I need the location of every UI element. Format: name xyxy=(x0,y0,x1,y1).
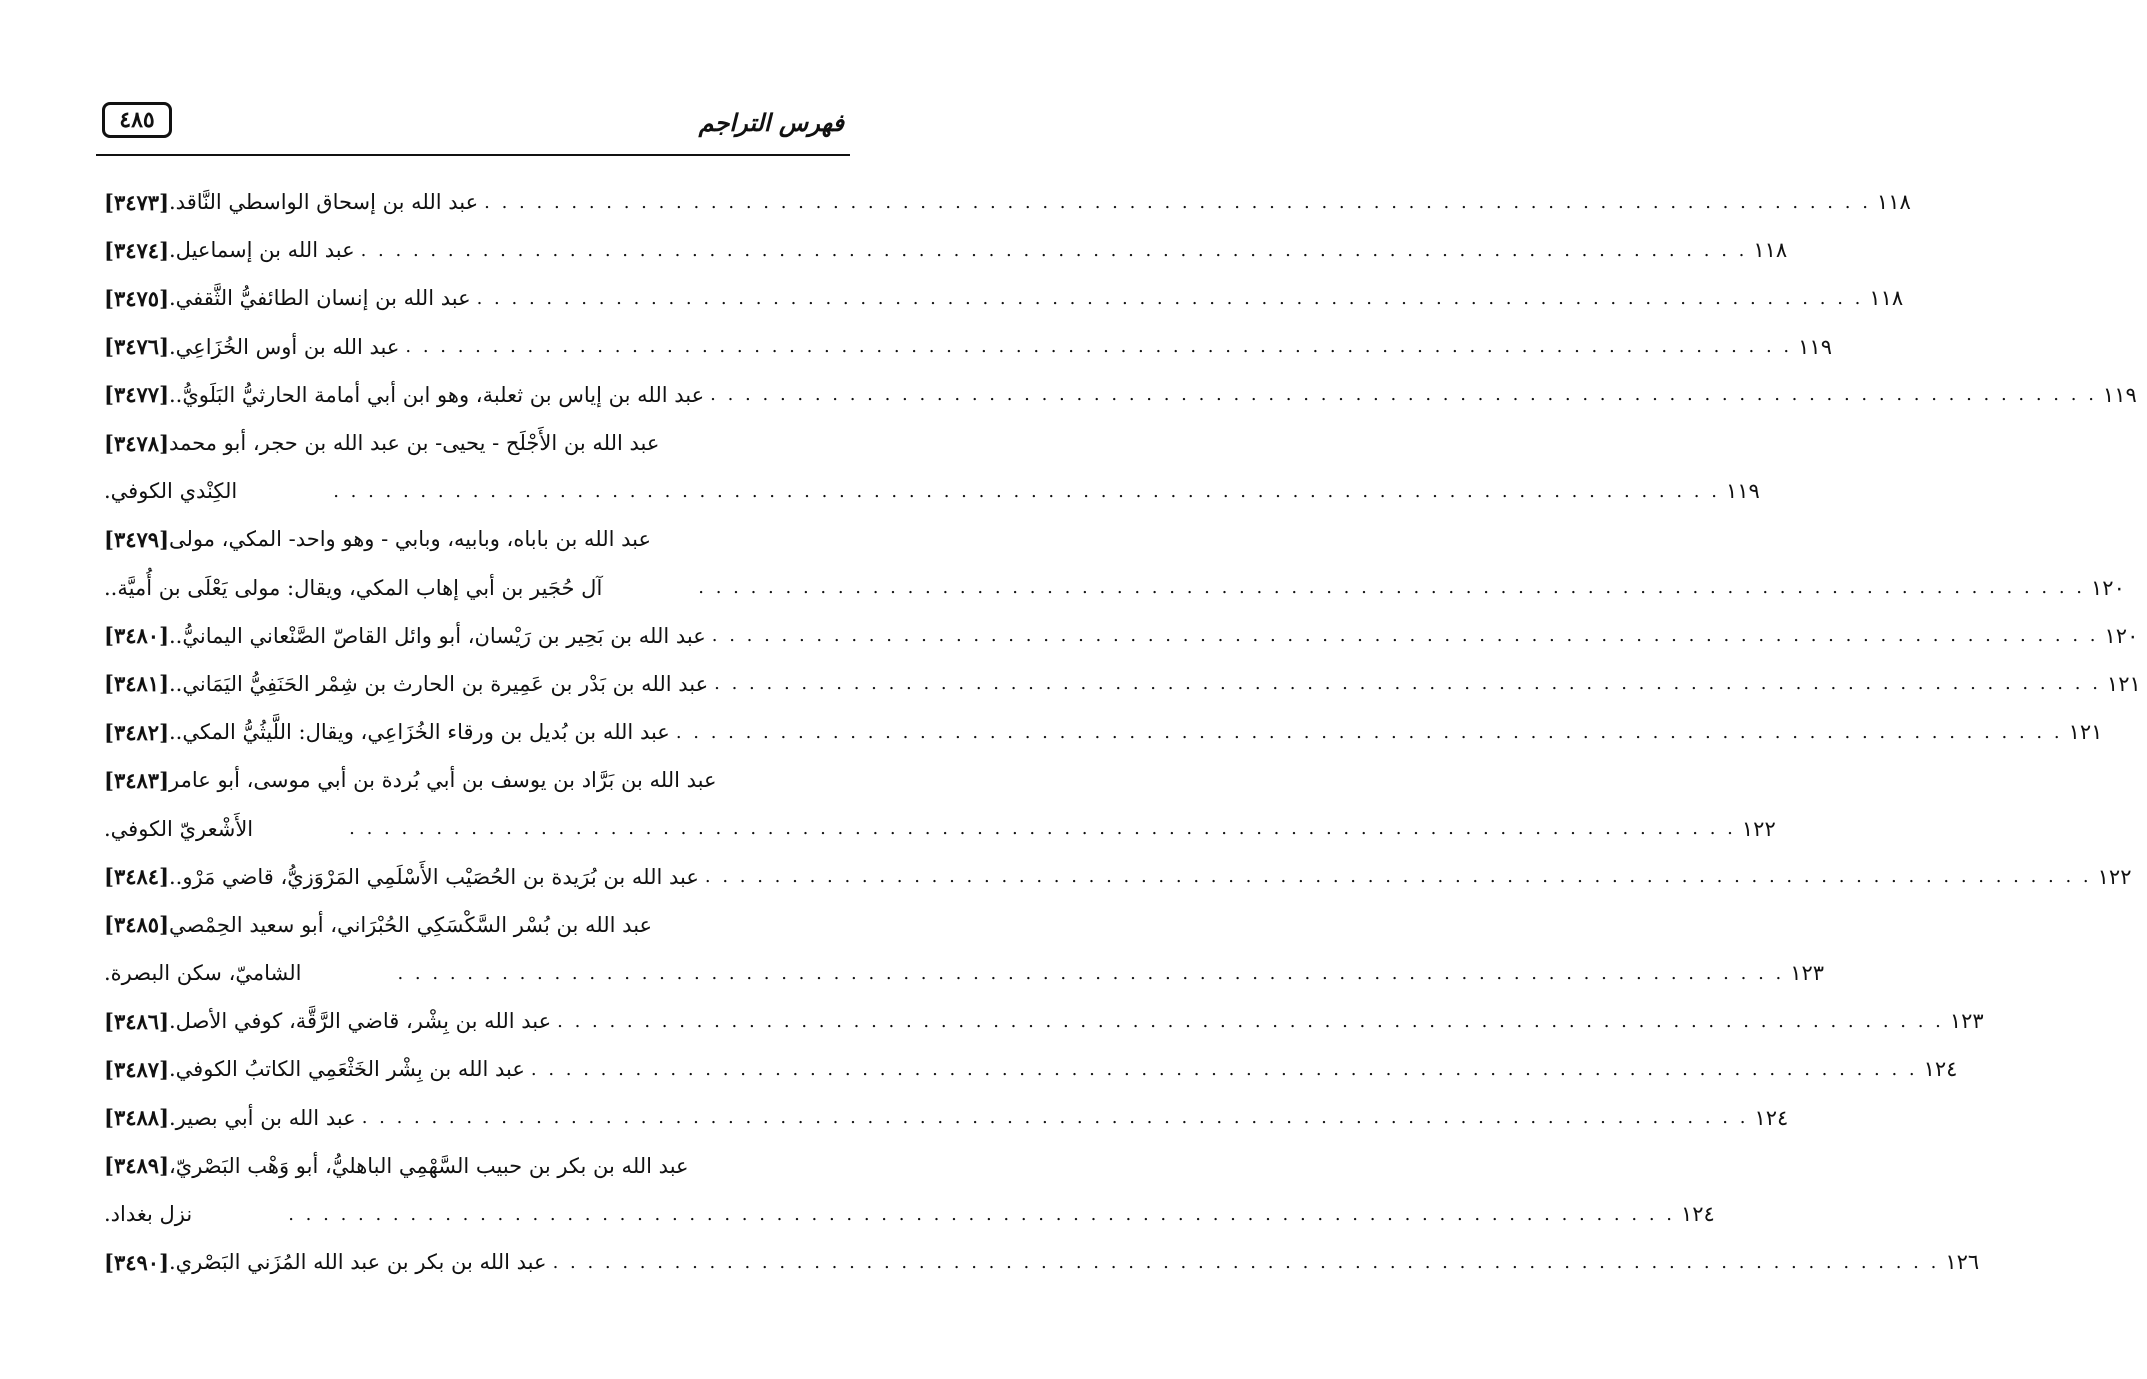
entry-text: عبد الله بن بُرَيدة بن الحُصَيْب الأَسْلَمِي المَرْوَزيُّ، قاضي مَرْو.. xyxy=(169,864,699,889)
entry-text: عبد الله بن أبي بصير. xyxy=(169,1105,356,1130)
index-entry xyxy=(96,226,1788,274)
dot-leader: . . . . . . . . . . . . . . . . . . . . . . . . . . . . . . . . . . . . . . . . . . . . . . . . . . . . . . . . . . . . . . . . . . . . . . . . . . . . . . . . xyxy=(405,336,1793,358)
index-entry xyxy=(96,997,1984,1045)
index-entry xyxy=(96,515,850,563)
entry-number: [٣٤٨٥] xyxy=(104,912,169,938)
entry-text: عبد الله بن بُديل بن ورقاء الخُزَاعِي، ويقال: اللَّيثُيُّ المكي.. xyxy=(169,720,670,745)
entry-number: [٣٤٧٣] xyxy=(104,189,169,215)
dot-leader: . . . . . . . . . . . . . . . . . . . . . . . . . . . . . . . . . . . . . . . . . . . . . . . . . . . . . . . . . . . . . . . . . . . . . . . . . . . . . . . . xyxy=(333,480,1720,502)
entry-text: عبد الله بن بَرَّاد بن يوسف بن أبي بُردة بن أبي موسى، أبو عامر xyxy=(169,768,717,793)
index-entry xyxy=(96,901,850,949)
entry-text: عبد الله بن إسماعيل. xyxy=(169,238,355,263)
index-entry xyxy=(96,660,2141,708)
index-entry xyxy=(96,1045,1958,1093)
entry-number: [٣٤٧٤] xyxy=(104,237,169,263)
index-entry xyxy=(96,1142,850,1190)
entry-number: [٣٤٧٥] xyxy=(104,285,169,311)
entry-text: عبد الله بن بَدْر بن عَمِيرة بن الحارث بن شِمْر الحَنَفِيُّ اليَمَاني.. xyxy=(169,671,709,696)
entry-number: [٣٤٧٦] xyxy=(104,334,169,360)
index-entry xyxy=(96,1094,1789,1142)
entry-text: عبد الله بن باباه، وبابيه، وبابي - وهو واحد- المكي، مولى xyxy=(169,527,652,552)
dot-leader: . . . . . . . . . . . . . . . . . . . . . . . . . . . . . . . . . . . . . . . . . . . . . . . . . . . . . . . . . . . . . . . . . . . . . . . . . . . . . . . . xyxy=(484,191,1871,213)
entry-text: آل حُجَير بن أبي إهاب المكي، ويقال: مولى يَعْلَى بن أُميَّة.. xyxy=(104,575,603,600)
entry-text: الشاميّ، سكن البصرة. xyxy=(104,961,302,986)
dot-leader: . . . . . . . . . . . . . . . . . . . . . . . . . . . . . . . . . . . . . . . . . . . . . . . . . . . . . . . . . . . . . . . . . . . . . . . . . . . . . . . . xyxy=(476,287,1864,309)
entry-page: ١١٩ xyxy=(1798,334,1832,359)
entry-page: ١٢١ xyxy=(2068,720,2103,745)
entry-page: ١٢٣ xyxy=(1790,961,1825,986)
entry-text: عبد الله بن بَحِير بن رَيْسان، أبو وائل القاصّ الصَّنْعاني اليمانيُّ.. xyxy=(169,623,706,648)
dot-leader: . . . . . . . . . . . . . . . . . . . . . . . . . . . . . . . . . . . . . . . . . . . . . . . . . . . . . . . . . . . . . . . . . . . . . . . . . . . . . . . . xyxy=(675,721,2063,743)
dot-leader: . . . . . . . . . . . . . . . . . . . . . . . . . . . . . . . . . . . . . . . . . . . . . . . . . . . . . . . . . . . . . . . . . . . . . . . . . . . . . . . . xyxy=(397,962,1785,984)
entry-page: ١٢٠ xyxy=(2104,623,2139,648)
entry-number: [٣٤٨٩] xyxy=(104,1153,169,1179)
entry-number: [٣٤٧٨] xyxy=(104,430,169,456)
entry-number: [٣٤٨٢] xyxy=(104,719,169,745)
entry-number: [٣٤٧٧] xyxy=(104,382,169,408)
dot-leader: . . . . . . . . . . . . . . . . . . . . . . . . . . . . . . . . . . . . . . . . . . . . . . . . . . . . . . . . . . . . . . . . . . . . . . . . . . . . . . . . xyxy=(714,673,2101,695)
entry-text: الأَشْعريّ الكوفي. xyxy=(104,816,254,841)
entry-number: [٣٤٧٩] xyxy=(104,526,169,552)
entry-number: [٣٤٨٣] xyxy=(104,767,169,793)
entry-page: ١٢٤ xyxy=(1923,1057,1958,1082)
entry-text: عبد الله بن إياس بن ثعلبة، وهو ابن أبي أمامة الحارثيُّ البَلَويُّ.. xyxy=(169,382,705,407)
entry-text: الكِنْدي الكوفي. xyxy=(104,479,238,504)
entry-page: ١٢٤ xyxy=(1754,1105,1789,1130)
running-title: فهرس التراجم xyxy=(698,108,844,137)
dot-leader: . . . . . . . . . . . . . . . . . . . . . . . . . . . . . . . . . . . . . . . . . . . . . . . . . . . . . . . . . . . . . . . . . . . . . . . . . . . . . . . . xyxy=(711,625,2099,647)
entry-page: ١٢٢ xyxy=(1741,816,1776,841)
dot-leader: . . . . . . . . . . . . . . . . . . . . . . . . . . . . . . . . . . . . . . . . . . . . . . . . . . . . . . . . . . . . . . . . . . . . . . . . . . . . . . . . xyxy=(552,1251,1940,1273)
entry-page: ١٢٣ xyxy=(1949,1009,1984,1034)
entry-text: عبد الله بن بُسْر السَّكْسَكِي الحُبْرَاني، أبو سعيد الحِمْصي xyxy=(169,912,653,937)
index-entry xyxy=(96,1190,1715,1238)
dot-leader: . . . . . . . . . . . . . . . . . . . . . . . . . . . . . . . . . . . . . . . . . . . . . . . . . . . . . . . . . . . . . . . . . . . . . . . . . . . . . . . . xyxy=(704,866,2092,888)
dot-leader: . . . . . . . . . . . . . . . . . . . . . . . . . . . . . . . . . . . . . . . . . . . . . . . . . . . . . . . . . . . . . . . . . . . . . . . . . . . . . . . . xyxy=(710,384,2097,406)
index-entry xyxy=(96,178,1911,226)
index-entries xyxy=(96,178,2141,1286)
dot-leader: . . . . . . . . . . . . . . . . . . . . . . . . . . . . . . . . . . . . . . . . . . . . . . . . . . . . . . . . . . . . . . . . . . . . . . . . . . . . . . . . xyxy=(530,1058,1918,1080)
entry-text: عبد الله بن بِشْر الخَثْعَمِي الكاتبُ الكوفي. xyxy=(169,1057,525,1082)
dot-leader: . . . . . . . . . . . . . . . . . . . . . . . . . . . . . . . . . . . . . . . . . . . . . . . . . . . . . . . . . . . . . . . . . . . . . . . . . . . . . . . . xyxy=(360,239,1748,261)
page-number: ٤٨٥ xyxy=(102,102,172,138)
entry-text: عبد الله بن أوس الخُزَاعِي. xyxy=(169,334,400,359)
entry-number: [٣٤٨٤] xyxy=(104,864,169,890)
entry-text: عبد الله بن بكر بن عبد الله المُزَني البَصْري. xyxy=(169,1250,547,1275)
dot-leader: . . . . . . . . . . . . . . . . . . . . . . . . . . . . . . . . . . . . . . . . . . . . . . . . . . . . . . . . . . . . . . . . . . . . . . . . . . . . . . . . xyxy=(557,1010,1944,1032)
index-entry xyxy=(96,564,2125,612)
index-entry xyxy=(96,804,1776,852)
entry-page: ١٢٢ xyxy=(2097,864,2132,889)
entry-page: ١٢٦ xyxy=(1945,1250,1980,1275)
dot-leader: . . . . . . . . . . . . . . . . . . . . . . . . . . . . . . . . . . . . . . . . . . . . . . . . . . . . . . . . . . . . . . . . . . . . . . . . . . . . . . . . xyxy=(698,577,2086,599)
entry-number: [٣٤٨١] xyxy=(104,671,169,697)
index-entry xyxy=(96,949,1825,997)
entry-text: عبد الله بن الأَجْلَح - يحيى- بن عبد الله بن حجر، أبو محمد xyxy=(169,431,660,456)
entry-page: ١١٨ xyxy=(1753,238,1788,263)
entry-number: [٣٤٨٧] xyxy=(104,1056,169,1082)
index-entry xyxy=(96,371,2137,419)
index-entry xyxy=(96,467,1760,515)
index-entry xyxy=(96,1238,1980,1286)
entry-page: ١١٨ xyxy=(1869,286,1904,311)
entry-text: نزل بغداد. xyxy=(104,1202,193,1227)
page-header xyxy=(96,98,850,156)
entry-text: عبد الله بن بِشْر، قاضي الرَّقَّة، كوفي الأصل. xyxy=(169,1009,552,1034)
entry-text: عبد الله بن إنسان الطائفيُّ الثَّقفي. xyxy=(169,286,471,311)
dot-leader: . . . . . . . . . . . . . . . . . . . . . . . . . . . . . . . . . . . . . . . . . . . . . . . . . . . . . . . . . . . . . . . . . . . . . . . . . . . . . . . . xyxy=(361,1107,1749,1129)
entry-number: [٣٤٨٨] xyxy=(104,1105,169,1131)
index-entry xyxy=(96,853,2132,901)
entry-page: ١٢٤ xyxy=(1680,1202,1715,1227)
dot-leader: . . . . . . . . . . . . . . . . . . . . . . . . . . . . . . . . . . . . . . . . . . . . . . . . . . . . . . . . . . . . . . . . . . . . . . . . . . . . . . . . xyxy=(288,1203,1675,1225)
entry-page: ١٢٠ xyxy=(2091,575,2125,600)
entry-number: [٣٤٨٠] xyxy=(104,623,169,649)
index-entry xyxy=(96,419,850,467)
entry-page: ١١٩ xyxy=(1725,479,1760,504)
dot-leader: . . . . . . . . . . . . . . . . . . . . . . . . . . . . . . . . . . . . . . . . . . . . . . . . . . . . . . . . . . . . . . . . . . . . . . . . . . . . . . . . xyxy=(349,818,1736,840)
entry-page: ١١٩ xyxy=(2102,382,2137,407)
entry-text: عبد الله بن بكر بن حبيب السَّهْمِي الباهليُّ، أبو وَهْب البَصْريّ، xyxy=(169,1153,689,1178)
index-entry xyxy=(96,612,2139,660)
entry-number: [٣٤٩٠] xyxy=(104,1249,169,1275)
index-entry xyxy=(96,323,1832,371)
entry-text: عبد الله بن إسحاق الواسطي النَّاقد. xyxy=(169,190,479,215)
index-entry xyxy=(96,756,850,804)
entry-page: ١٢١ xyxy=(2106,671,2141,696)
index-entry xyxy=(96,274,1904,322)
entry-number: [٣٤٨٦] xyxy=(104,1008,169,1034)
entry-page: ١١٨ xyxy=(1876,190,1911,215)
index-entry xyxy=(96,708,2103,756)
